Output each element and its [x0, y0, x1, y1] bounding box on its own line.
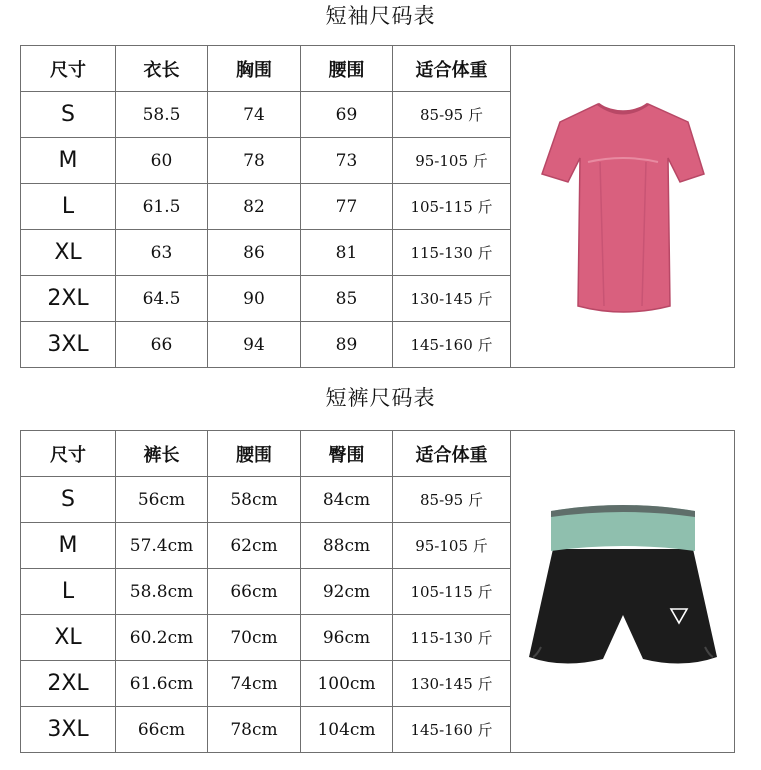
waist-cell: 58cm	[208, 477, 301, 523]
waist-cell: 66cm	[208, 569, 301, 615]
chest-cell: 82	[208, 184, 301, 230]
waist-cell: 78cm	[208, 707, 301, 753]
length-cell: 66cm	[116, 707, 208, 753]
shirt-size-table	[20, 45, 735, 368]
size-cell: M	[21, 138, 116, 184]
chest-cell: 90	[208, 276, 301, 322]
waist-cell: 81	[301, 230, 393, 276]
chest-cell: 74	[208, 92, 301, 138]
waist-cell: 74cm	[208, 661, 301, 707]
weight-cell: 145-160 斤	[393, 707, 511, 753]
waist-cell: 85	[301, 276, 393, 322]
waist-cell: 77	[301, 184, 393, 230]
weight-cell: 105-115 斤	[393, 184, 511, 230]
length-cell: 64.5	[116, 276, 208, 322]
header-size: 尺寸	[21, 46, 116, 92]
size-cell: XL	[21, 230, 116, 276]
chest-cell: 86	[208, 230, 301, 276]
size-cell: XL	[21, 615, 116, 661]
header-waist: 腰围	[208, 431, 301, 477]
pink-tshirt-icon	[538, 92, 708, 322]
shirt-size-chart-title: 短袖尺码表	[325, 4, 436, 28]
size-cell: S	[21, 477, 116, 523]
size-cell: S	[21, 92, 116, 138]
header-weight: 适合体重	[393, 46, 511, 92]
waist-cell: 69	[301, 92, 393, 138]
hip-cell: 88cm	[301, 523, 393, 569]
shorts-size-table	[20, 430, 735, 753]
header-chest: 胸围	[208, 46, 301, 92]
length-cell: 66	[116, 322, 208, 368]
hip-cell: 84cm	[301, 477, 393, 523]
waist-cell: 70cm	[208, 615, 301, 661]
waist-cell: 62cm	[208, 523, 301, 569]
waist-cell: 73	[301, 138, 393, 184]
size-cell: 2XL	[21, 661, 116, 707]
weight-cell: 130-145 斤	[393, 661, 511, 707]
size-cell: 3XL	[21, 322, 116, 368]
header-length: 裤长	[116, 431, 208, 477]
weight-cell: 145-160 斤	[393, 322, 511, 368]
size-cell: 3XL	[21, 707, 116, 753]
chest-cell: 78	[208, 138, 301, 184]
table-header-row	[21, 46, 735, 92]
weight-cell: 85-95 斤	[393, 92, 511, 138]
weight-cell: 95-105 斤	[393, 138, 511, 184]
weight-cell: 95-105 斤	[393, 523, 511, 569]
size-cell: L	[21, 184, 116, 230]
shorts-image-cell	[511, 431, 735, 753]
weight-cell: 115-130 斤	[393, 230, 511, 276]
hip-cell: 104cm	[301, 707, 393, 753]
size-cell: 2XL	[21, 276, 116, 322]
chest-cell: 94	[208, 322, 301, 368]
length-cell: 61.5	[116, 184, 208, 230]
length-cell: 58.5	[116, 92, 208, 138]
waist-cell: 89	[301, 322, 393, 368]
size-cell: L	[21, 569, 116, 615]
weight-cell: 105-115 斤	[393, 569, 511, 615]
length-cell: 56cm	[116, 477, 208, 523]
black-shorts-icon	[523, 497, 723, 687]
size-cell: M	[21, 523, 116, 569]
weight-cell: 115-130 斤	[393, 615, 511, 661]
hip-cell: 100cm	[301, 661, 393, 707]
header-size: 尺寸	[21, 431, 116, 477]
hip-cell: 96cm	[301, 615, 393, 661]
length-cell: 58.8cm	[116, 569, 208, 615]
weight-cell: 130-145 斤	[393, 276, 511, 322]
hip-cell: 92cm	[301, 569, 393, 615]
header-weight: 适合体重	[393, 431, 511, 477]
header-waist: 腰围	[301, 46, 393, 92]
table-header-row	[21, 431, 735, 477]
weight-cell: 85-95 斤	[393, 477, 511, 523]
length-cell: 60	[116, 138, 208, 184]
shorts-size-chart-title: 短裤尺码表	[325, 386, 436, 410]
header-length: 衣长	[116, 46, 208, 92]
header-hip: 臀围	[301, 431, 393, 477]
length-cell: 61.6cm	[116, 661, 208, 707]
length-cell: 63	[116, 230, 208, 276]
shirt-image-cell	[511, 46, 735, 368]
length-cell: 60.2cm	[116, 615, 208, 661]
length-cell: 57.4cm	[116, 523, 208, 569]
